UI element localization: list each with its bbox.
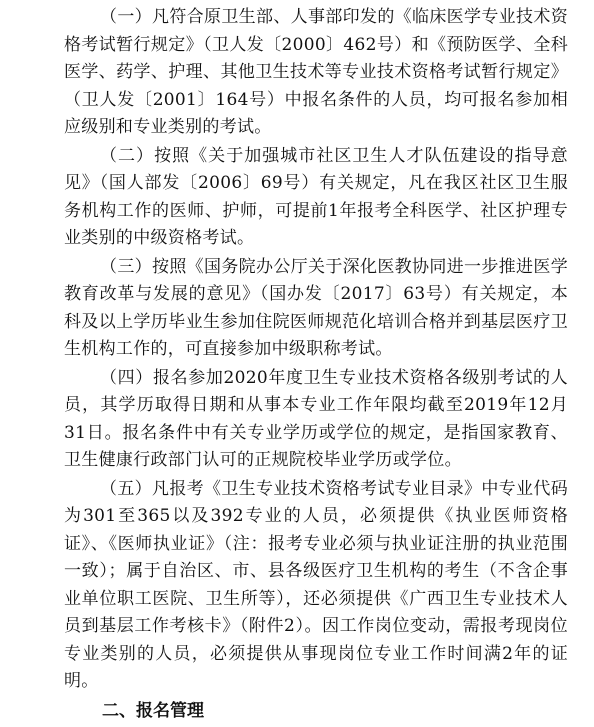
paragraph-5: （五）凡报考《卫生专业技术资格考试专业目录》中专业代码为301至365以及392专业的人员，必须提供《执业医师资格证》、《医师执业证》（注：报考专业必须与执业证注册的执业范围一致）；属于自治区、市、县各级医疗卫生机构的考生（不含企事业单位职工医院、卫生所等），还必须提供《广西卫生专业技术人员到基层工作考核卡》（附件2）。因工作岗位变动，需报考现岗位专业类别的人员，必须提供从事现岗位专业工作时间满2年的证明。 [64,478,568,691]
paragraph-4: （四）报名参加2020年度卫生专业技术资格各级别考试的人员，其学历取得日期和从事本专业工作年限均截至2019年12月31日。报名条件中有关专业学历或学位的规定，是指国家教育、卫生健康行政部门认可的正规院校毕业学历或学位。 [64,367,568,470]
paragraph-2: （二）按照《关于加强城市社区卫生人才队伍建设的指导意见》（国人部发〔2006〕69号）有关规定，凡在我区社区卫生服务机构工作的医师、护师，可提前1年报考全科医学、社区护理专业类别的中级资格考试。 [64,145,568,248]
paragraph-3: （三）按照《国务院办公厅关于深化医教协同进一步推进医学教育改革与发展的意见》（国办发〔2017〕63号）有关规定，本科及以上学历毕业生参加住院医师规范化培训合格并到基层医疗卫生机构工作的，可直接参加中级职称考试。 [64,256,568,359]
section-heading: 二、报名管理 [102,700,204,721]
paragraph-1: （一）凡符合原卫生部、人事部印发的《临床医学专业技术资格考试暂行规定》（卫人发〔2000〕462号）和《预防医学、全科医学、药学、护理、其他卫生技术等专业技术资格考试暂行规定》（卫人发〔2001〕164号）中报名条件的人员，均可报名参加相应级别和专业类别的考试。 [64,7,568,137]
